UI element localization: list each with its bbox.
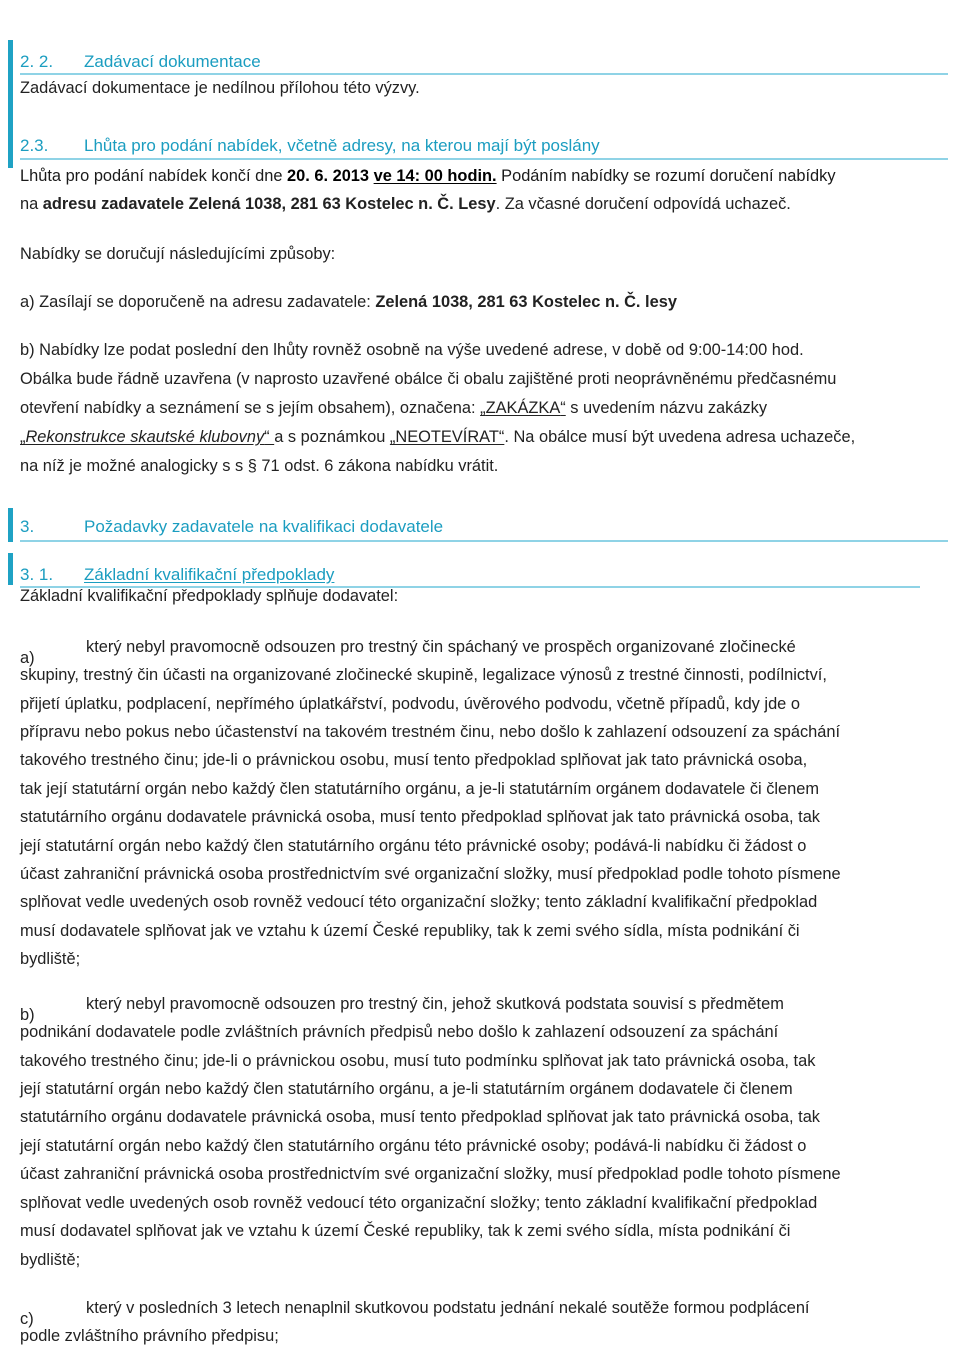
section-heading-2-2 <box>20 50 261 74</box>
text-line <box>20 77 420 99</box>
section-heading-3 <box>20 515 443 539</box>
text-line <box>20 291 677 313</box>
text-segment: podnikání dodavatele podle zvláštních právních předpisů nebo došlo k zahlazení odsouzení za spáchání <box>20 1023 779 1041</box>
text-line <box>20 1163 841 1185</box>
text-segment: „ <box>480 399 486 417</box>
text-line <box>20 835 806 857</box>
text-segment: “ <box>560 399 566 417</box>
text-segment: splňovat vedle uvedených osob rovněž vedoucí této organizační složky; tento základní kvalifikační předpoklad <box>20 1194 818 1212</box>
list-label-c: c) <box>20 1310 34 1328</box>
text-line <box>20 664 827 686</box>
text-line <box>20 165 836 187</box>
text-segment: 20. 6. 2013 <box>287 167 374 185</box>
text-segment: takového trestného činu; jde-li o právnickou osobu, musí tento předpoklad splňovat jak tato právnická osoba, <box>20 751 808 769</box>
text-segment: její statutární orgán nebo každý člen statutárního orgánu, a je-li statutárním orgánem dodavatele či členem <box>20 1080 793 1098</box>
heading-rule <box>20 540 948 542</box>
text-segment: Zadávací dokumentace je nedílnou přílohou této výzvy. <box>20 79 420 97</box>
text-line <box>20 693 800 715</box>
section-number: 3. <box>20 517 35 536</box>
text-segment: Nabídky se doručují následujícími způsoby: <box>20 245 336 263</box>
text-segment: statutárního orgánu dodavatele právnická osoba, musí tento předpoklad splňovat jak tato právnická osoba, tak <box>20 1108 821 1126</box>
text-line <box>20 1135 806 1157</box>
text-segment: bydliště; <box>20 1251 81 1269</box>
text-segment: tak její statutární orgán nebo každý člen statutárního orgánu, a je-li statutárním orgánem dodavatele či členem <box>20 780 820 798</box>
text-segment: Podáním nabídky se rozumí doručení nabídky <box>496 167 836 185</box>
text-line <box>20 193 791 215</box>
text-segment: Zelená 1038, 281 63 Kostelec n. Č. lesy <box>375 293 677 311</box>
text-segment: který nebyl pravomocně odsouzen pro trestný čin spáchaný ve prospěch organizované zločinecké <box>86 638 796 656</box>
text-line <box>20 721 840 743</box>
text-line <box>20 1078 793 1100</box>
text-segment: takového trestného činu; jde-li o právnickou osobu, musí tuto podmínku splňovat jak tato právnická osoba, tak <box>20 1052 816 1070</box>
section-title: Základní kvalifikační předpoklady <box>84 565 335 584</box>
text-line <box>20 749 807 771</box>
text-segment: podle zvláštního právního předpisu; <box>20 1327 279 1345</box>
section-heading-3-1 <box>20 563 334 587</box>
text-line <box>20 243 335 265</box>
heading-rule <box>20 158 948 160</box>
text-line <box>86 1297 810 1319</box>
text-segment: přijetí úplatku, podplacení, nepřímého úplatkářství, podvodu, úvěrového podvodu, včetně případů, kdy jde o <box>20 695 800 713</box>
text-segment: s uvedením názvu zakázky <box>565 399 768 417</box>
text-segment: Základní kvalifikační předpoklady splňuje dodavatel: <box>20 587 399 605</box>
text-line <box>20 397 767 419</box>
text-segment: na níž je možné analogicky s s § 71 odst. 6 zákona nabídku vrátit. <box>20 457 499 475</box>
heading-rule <box>20 73 948 75</box>
text-segment: Lhůta pro podání nabídek končí dne <box>20 167 288 185</box>
text-segment: “ <box>264 428 275 446</box>
text-line <box>86 636 796 658</box>
section-number: 3. 1. <box>20 565 54 584</box>
section-number: 2. 2. <box>20 52 54 71</box>
text-segment: „ <box>20 428 26 446</box>
text-line <box>20 891 817 913</box>
text-segment: a s poznámkou <box>274 428 390 446</box>
list-label-a: a) <box>20 649 35 667</box>
text-segment: účast zahraniční právnická osoba prostřednictvím své organizační složky, musí předpoklad podle tohoto písmene <box>20 1165 841 1183</box>
text-segment: skupiny, trestný čin účasti na organizované zločinecké skupině, legalizace výnosů z trestné činnosti, podílnictví, <box>20 666 827 684</box>
section-accent-bar <box>8 40 13 168</box>
list-label-b: b) <box>20 1006 35 1024</box>
text-segment: b) Nabídky lze podat poslední den lhůty rovněž osobně na výše uvedené adrese, v době od 9:00-14:00 hod. <box>20 341 804 359</box>
text-line <box>20 368 836 390</box>
text-line <box>20 585 398 607</box>
section-accent-bar <box>8 508 13 542</box>
text-segment: Rekonstrukce skautské klubovny <box>25 428 265 446</box>
text-segment: její statutární orgán nebo každý člen statutárního orgánu této právnické osoby; podává-li nabídku či žádost o <box>20 837 807 855</box>
text-segment: otevření nabídky a seznámení se s jejím obsahem), označena: <box>20 399 481 417</box>
text-line <box>20 1106 820 1128</box>
text-segment: statutárního orgánu dodavatele právnická osoba, musí tento předpoklad splňovat jak tato právnická osoba, tak <box>20 808 821 826</box>
text-line <box>20 1249 80 1271</box>
text-segment: který nebyl pravomocně odsouzen pro trestný čin, jehož skutková podstata souvisí s předmětem <box>86 995 784 1013</box>
text-segment: Obálka bude řádně uzavřena (v naprosto uzavřené obálce či obalu zajištěné proti neoprávněnému předčasnému <box>20 370 837 388</box>
text-segment: „NEOTEVÍRAT“ <box>389 428 505 446</box>
text-line <box>20 455 498 477</box>
text-line <box>20 1192 817 1214</box>
text-line <box>86 993 784 1015</box>
text-segment: a) Zasílají se doporučeně na adresu zadavatele: <box>20 293 376 311</box>
text-segment: . Na obálce musí být uvedena adresa uchazeče, <box>504 428 856 446</box>
text-segment: bydliště; <box>20 950 81 968</box>
text-segment: účast zahraniční právnická osoba prostřednictvím své organizační složky, musí předpoklad podle tohoto písmene <box>20 865 841 883</box>
text-line <box>20 426 855 448</box>
text-segment: ZAKÁZKA <box>485 399 561 417</box>
text-line <box>20 339 804 361</box>
text-line <box>20 1050 815 1072</box>
section-heading-2-3 <box>20 134 600 158</box>
text-line <box>20 1021 778 1043</box>
section-title: Lhůta pro podání nabídek, včetně adresy, na kterou mají být poslány <box>84 136 600 155</box>
text-segment: na <box>20 195 43 213</box>
text-segment: . Za včasné doručení odpovídá uchazeč. <box>495 195 791 213</box>
text-line <box>20 948 80 970</box>
text-segment: přípravu nebo pokus nebo účastenství na takovém trestném činu, nebo došlo k zahlazení odsouzení za spáchání <box>20 723 841 741</box>
text-line <box>20 920 800 942</box>
text-segment: splňovat vedle uvedených osob rovněž vedoucí této organizační složky; tento základní kvalifikační předpoklad <box>20 893 818 911</box>
section-title: Požadavky zadavatele na kvalifikaci dodavatele <box>84 517 444 536</box>
text-segment: který v posledních 3 letech nenaplnil skutkovou podstatu jednání nekalé soutěže formou podplácení <box>86 1299 810 1317</box>
text-segment: adresu zadavatele Zelená 1038, 281 63 Kostelec n. Č. Lesy <box>42 195 496 213</box>
text-line <box>20 863 841 885</box>
text-line <box>20 1325 279 1347</box>
text-segment: její statutární orgán nebo každý člen statutárního orgánu této právnické osoby; podává-li nabídku či žádost o <box>20 1137 807 1155</box>
text-segment: musí dodavatele splňovat jak ve vztahu k území České republiky, tak k zemi svého sídla, místa podnikání či <box>20 922 800 940</box>
text-line <box>20 778 819 800</box>
section-accent-bar <box>8 553 13 585</box>
text-line <box>20 1220 790 1242</box>
text-segment: musí dodavatel splňovat jak ve vztahu k území České republiky, tak k zemi svého sídla, místa podnikání či <box>20 1222 791 1240</box>
section-title: Zadávací dokumentace <box>84 52 261 71</box>
text-segment: ve 14: 00 hodin. <box>373 167 497 185</box>
text-line <box>20 806 820 828</box>
section-number: 2.3. <box>20 136 49 155</box>
